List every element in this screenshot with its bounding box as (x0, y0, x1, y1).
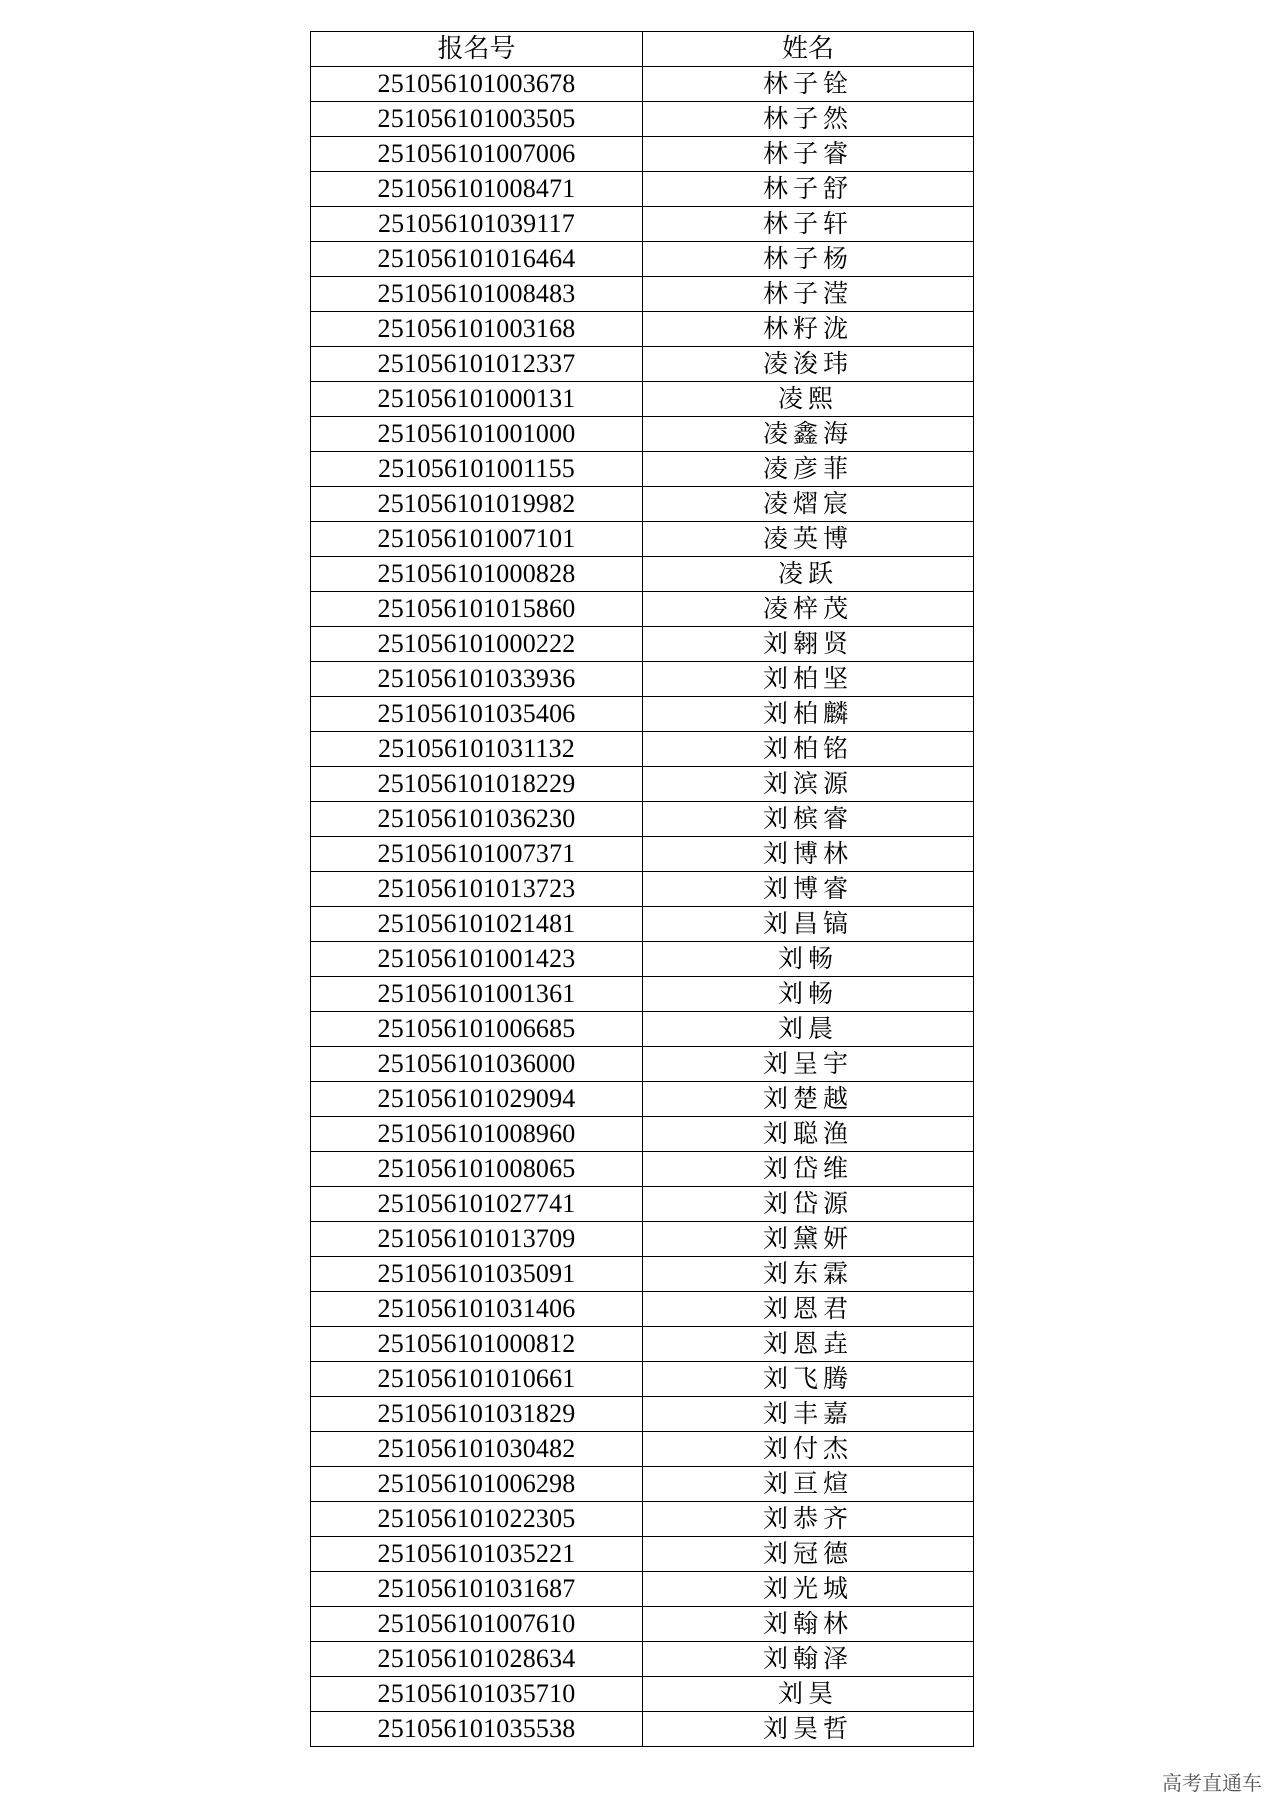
table-row (311, 1677, 974, 1712)
registration-number-cell: 251056101006298 (311, 1467, 643, 1502)
registration-number-cell: 251056101030482 (311, 1432, 643, 1467)
registration-number-cell: 251056101001423 (311, 942, 643, 977)
registration-number-cell: 251056101016464 (311, 242, 643, 277)
name-cell: 凌英博 (643, 522, 974, 557)
registration-number-cell: 251056101012337 (311, 347, 643, 382)
table-row (311, 522, 974, 557)
table-row (311, 662, 974, 697)
registration-number-cell: 251056101008065 (311, 1152, 643, 1187)
registration-number-cell: 251056101035091 (311, 1257, 643, 1292)
name-cell: 刘翰林 (643, 1607, 974, 1642)
name-cell: 刘柏铭 (643, 732, 974, 767)
registration-number-cell: 251056101033936 (311, 662, 643, 697)
name-cell: 刘昊哲 (643, 1712, 974, 1747)
table-row (311, 1047, 974, 1082)
name-cell: 刘黛妍 (643, 1222, 974, 1257)
registration-number-cell: 251056101027741 (311, 1187, 643, 1222)
registration-number-cell: 251056101036230 (311, 802, 643, 837)
name-cell: 刘恭齐 (643, 1502, 974, 1537)
name-cell: 凌彦菲 (643, 452, 974, 487)
name-cell: 刘滨源 (643, 767, 974, 802)
column-header-registration-number: 报名号 (311, 32, 643, 67)
registration-number-cell: 251056101022305 (311, 1502, 643, 1537)
table-row (311, 67, 974, 102)
table-row (311, 312, 974, 347)
registration-number-cell: 251056101000812 (311, 1327, 643, 1362)
registration-number-cell: 251056101018229 (311, 767, 643, 802)
name-cell: 林子舒 (643, 172, 974, 207)
name-cell: 刘畅 (643, 977, 974, 1012)
name-cell: 刘呈宇 (643, 1047, 974, 1082)
name-cell: 刘翱贤 (643, 627, 974, 662)
registration-number-cell: 251056101013723 (311, 872, 643, 907)
name-cell: 刘翰泽 (643, 1642, 974, 1677)
name-cell: 刘付杰 (643, 1432, 974, 1467)
name-cell: 刘柏坚 (643, 662, 974, 697)
name-cell: 刘博睿 (643, 872, 974, 907)
registration-number-cell: 251056101031132 (311, 732, 643, 767)
name-cell: 刘晨 (643, 1012, 974, 1047)
table-row (311, 767, 974, 802)
table-row (311, 137, 974, 172)
roster-table (310, 31, 974, 1747)
name-cell: 刘恩垚 (643, 1327, 974, 1362)
registration-number-cell: 251056101008483 (311, 277, 643, 312)
name-cell: 刘岱源 (643, 1187, 974, 1222)
table-row (311, 1222, 974, 1257)
registration-number-cell: 251056101015860 (311, 592, 643, 627)
table-row (311, 102, 974, 137)
registration-number-cell: 251056101003168 (311, 312, 643, 347)
table-row (311, 1642, 974, 1677)
table-row (311, 172, 974, 207)
table-row (311, 417, 974, 452)
table-row (311, 1082, 974, 1117)
registration-number-cell: 251056101003678 (311, 67, 643, 102)
name-cell: 刘丰嘉 (643, 1397, 974, 1432)
name-cell: 刘亘煊 (643, 1467, 974, 1502)
name-cell: 刘昊 (643, 1677, 974, 1712)
registration-number-cell: 251056101000131 (311, 382, 643, 417)
table-row (311, 1327, 974, 1362)
name-cell: 凌梓茂 (643, 592, 974, 627)
name-cell: 刘冠德 (643, 1537, 974, 1572)
table-row (311, 1712, 974, 1747)
table-row (311, 697, 974, 732)
name-cell: 林籽泷 (643, 312, 974, 347)
name-cell: 林子滢 (643, 277, 974, 312)
table-row (311, 592, 974, 627)
table-row (311, 277, 974, 312)
table-row (311, 557, 974, 592)
table-row (311, 802, 974, 837)
table-row (311, 1012, 974, 1047)
registration-number-cell: 251056101006685 (311, 1012, 643, 1047)
name-cell: 刘恩君 (643, 1292, 974, 1327)
registration-number-cell: 251056101007006 (311, 137, 643, 172)
registration-number-cell: 251056101036000 (311, 1047, 643, 1082)
registration-number-cell: 251056101001000 (311, 417, 643, 452)
name-cell: 林子杨 (643, 242, 974, 277)
name-cell: 凌鑫海 (643, 417, 974, 452)
name-cell: 凌熙 (643, 382, 974, 417)
name-cell: 刘畅 (643, 942, 974, 977)
table-row (311, 1432, 974, 1467)
table-row (311, 1572, 974, 1607)
registration-number-cell: 251056101035406 (311, 697, 643, 732)
table-row (311, 452, 974, 487)
table-row (311, 872, 974, 907)
registration-number-cell: 251056101008960 (311, 1117, 643, 1152)
registration-number-cell: 251056101010661 (311, 1362, 643, 1397)
table-row (311, 1257, 974, 1292)
table-row (311, 1607, 974, 1642)
name-cell: 林子睿 (643, 137, 974, 172)
name-cell: 刘岱维 (643, 1152, 974, 1187)
table-row (311, 942, 974, 977)
registration-number-cell: 251056101019982 (311, 487, 643, 522)
registration-number-cell: 251056101029094 (311, 1082, 643, 1117)
table-row (311, 627, 974, 662)
registration-number-cell: 251056101021481 (311, 907, 643, 942)
registration-number-cell: 251056101031687 (311, 1572, 643, 1607)
name-cell: 刘东霖 (643, 1257, 974, 1292)
table-row (311, 1362, 974, 1397)
registration-number-cell: 251056101013709 (311, 1222, 643, 1257)
table-row (311, 207, 974, 242)
name-cell: 刘聪渔 (643, 1117, 974, 1152)
table-row (311, 1467, 974, 1502)
name-cell: 林子轩 (643, 207, 974, 242)
registration-number-cell: 251056101035221 (311, 1537, 643, 1572)
registration-number-cell: 251056101001155 (311, 452, 643, 487)
name-cell: 凌跃 (643, 557, 974, 592)
table-row (311, 1292, 974, 1327)
registration-number-cell: 251056101000828 (311, 557, 643, 592)
registration-number-cell: 251056101028634 (311, 1642, 643, 1677)
table-row (311, 977, 974, 1012)
registration-number-cell: 251056101031829 (311, 1397, 643, 1432)
registration-number-cell: 251056101031406 (311, 1292, 643, 1327)
column-header-name: 姓名 (643, 32, 974, 67)
table-row (311, 382, 974, 417)
registration-number-cell: 251056101007371 (311, 837, 643, 872)
registration-number-cell: 251056101007610 (311, 1607, 643, 1642)
table-row (311, 347, 974, 382)
registration-number-cell: 251056101007101 (311, 522, 643, 557)
name-cell: 刘柏麟 (643, 697, 974, 732)
name-cell: 刘飞腾 (643, 1362, 974, 1397)
registration-number-cell: 251056101001361 (311, 977, 643, 1012)
name-cell: 林子然 (643, 102, 974, 137)
header-row (311, 32, 974, 67)
table-row (311, 1152, 974, 1187)
table-row (311, 837, 974, 872)
registration-number-cell: 251056101008471 (311, 172, 643, 207)
table-row (311, 732, 974, 767)
name-cell: 刘昌镐 (643, 907, 974, 942)
watermark-text: 高考直通车 (1162, 1771, 1262, 1795)
table-row (311, 1397, 974, 1432)
table-row (311, 242, 974, 277)
name-cell: 刘槟睿 (643, 802, 974, 837)
table-row (311, 487, 974, 522)
name-cell: 刘博林 (643, 837, 974, 872)
name-cell: 刘光城 (643, 1572, 974, 1607)
registration-number-cell: 251056101000222 (311, 627, 643, 662)
registration-number-cell: 251056101035538 (311, 1712, 643, 1747)
table-row (311, 907, 974, 942)
name-cell: 凌熠宸 (643, 487, 974, 522)
registration-number-cell: 251056101035710 (311, 1677, 643, 1712)
table-row (311, 1187, 974, 1222)
table-row (311, 1537, 974, 1572)
name-cell: 林子铨 (643, 67, 974, 102)
table-row (311, 1502, 974, 1537)
name-cell: 凌浚玮 (643, 347, 974, 382)
registration-number-cell: 251056101039117 (311, 207, 643, 242)
roster-body (311, 67, 974, 1747)
name-cell: 刘楚越 (643, 1082, 974, 1117)
registration-number-cell: 251056101003505 (311, 102, 643, 137)
table-row (311, 1117, 974, 1152)
